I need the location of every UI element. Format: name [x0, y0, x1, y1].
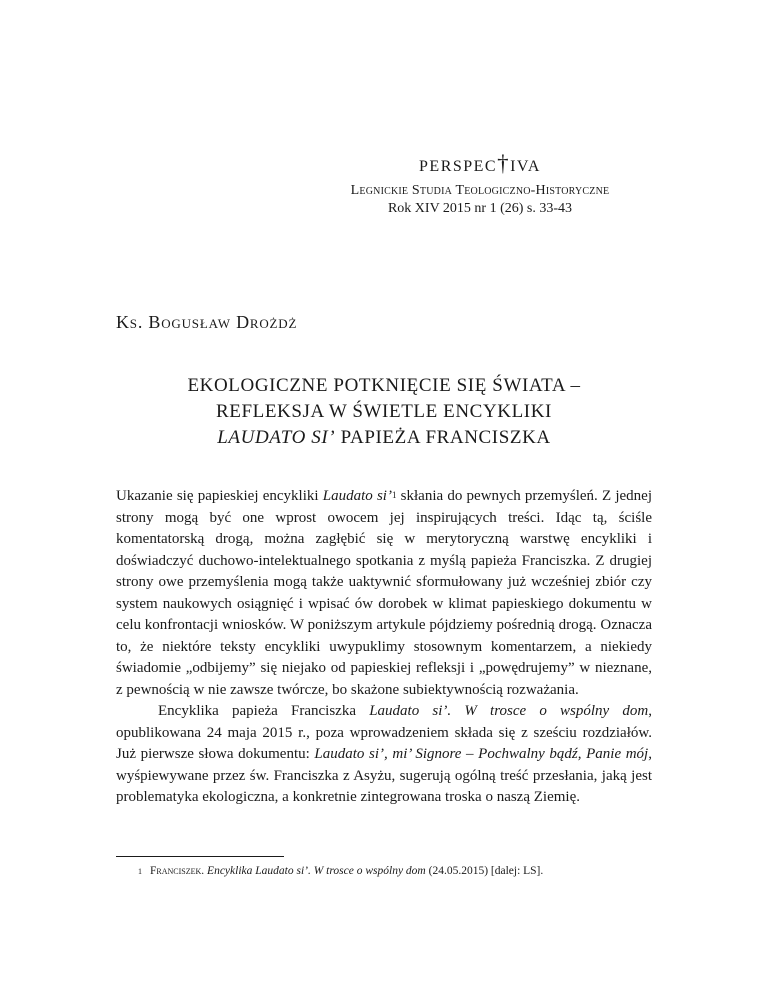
footnote-italic: Encyklika Laudato si’. W trosce o wspólny dom	[204, 865, 426, 877]
title-line-3	[116, 425, 652, 451]
p1-text-rest: skłania do pewnych przemyśleń. Z jednej strony mogą być one wprost owocem jej inspirujących treści. Idąc tą, ściśle komentatorską drogą, można zagłębić się w merytoryczną warstwę encykliki i doświadczyć duchowo-intelektualnego spotkania z myślą papieża Franciszka. Z drugiej strony owe przemyślenia mogą także uaktywnić sformułowany już wcześniej zbiór czy system naukowych osiągnięć i wpisać ów dorobek w klimat papieskiego dokumentu w celu konfrontacji wniosków. W poniższym artykule pójdziemy pośrednią drogą. Oznacza to, że niektóre teksty encykliki uwypuklimy stosownym komentarzem, a niekiedy świadomie „odbijemy” się niejako od papieskiej refleksji i „powędrujemy” w nieznane, z pewnością w nie zawsze twórcze, bo skażone subiektywnością rozważania.	[116, 488, 652, 698]
p2-text-1: Encyklika papieża Franciszka	[158, 703, 370, 719]
footnote-rest: (24.05.2015) [dalej: LS].	[425, 865, 544, 877]
footnote-author: Franciszek.	[150, 865, 205, 877]
footnote-number: 1	[138, 867, 142, 876]
p2-italic-2: Laudato si’, mi’ Signore – Pochwalny bądź, Panie mój	[314, 746, 649, 762]
journal-name: perspec†iva	[419, 151, 541, 176]
paragraph-2	[116, 701, 652, 809]
journal-header	[280, 150, 680, 218]
title-italic: LAUDATO SI’	[217, 427, 336, 448]
title-line-1: EKOLOGICZNE POTKNIĘCIE SIĘ ŚWIATA –	[187, 375, 581, 396]
journal-issue: Rok XIV 2015 nr 1 (26) s. 33-43	[387, 201, 573, 216]
p2-text-3: , wyśpiewywane przez św. Franciszka z Asyżu, sugerują ogólną treść przesłania, jaką jest problematyka ekologiczna, a konkretnie zintegrowana troska o naszą Ziemię.	[116, 746, 652, 805]
p1-italic: Laudato si’	[322, 488, 392, 504]
footnote	[138, 864, 652, 879]
paragraph-1	[116, 486, 652, 701]
article-title	[116, 373, 652, 451]
p1-text-start: Ukazanie się papieskiej encykliki	[116, 488, 323, 504]
p2-italic-1: Laudato si’. W trosce o wspólny dom	[369, 703, 649, 719]
footnote-divider	[116, 856, 284, 857]
title-line-2: REFLEKSJA W ŚWIETLE ENCYKLIKI	[216, 401, 552, 422]
author-name: Ks. Bogusław Drożdż	[116, 312, 298, 332]
journal-subtitle: Legnickie Studia Teologiczno-Historyczne	[350, 183, 610, 198]
p2-text-2: , opublikowana 24 maja 2015 r., poza wprowadzeniem składa się z sześciu rozdziałów. Już pierwsze słowa dokumentu:	[116, 703, 652, 762]
footnote-ref[interactable]: 1	[391, 490, 397, 500]
article-body	[116, 486, 652, 809]
title-line-3-rest: PAPIEŻA FRANCISZKA	[335, 427, 551, 448]
